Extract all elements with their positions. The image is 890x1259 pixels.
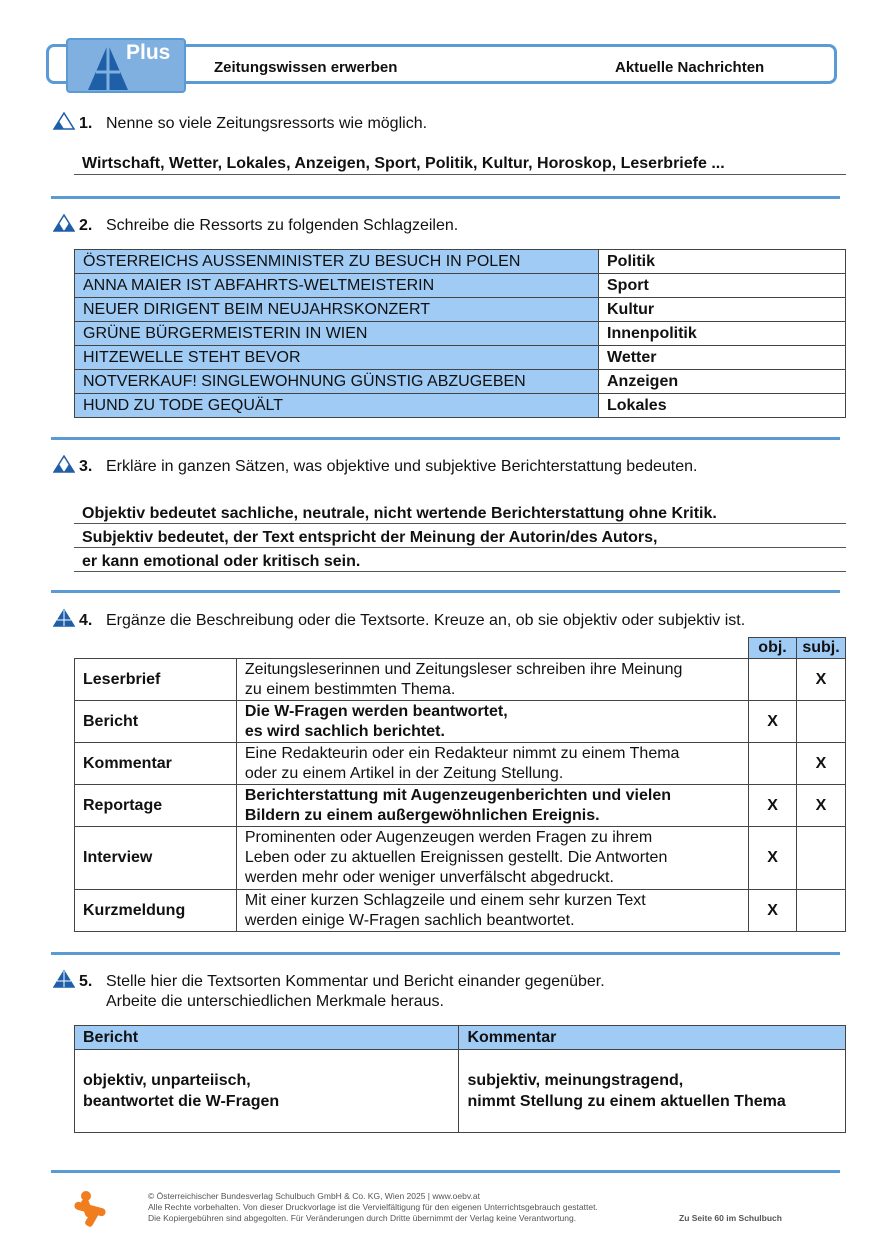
task-2-question: Schreibe die Ressorts zu folgenden Schlagzeilen.: [106, 217, 459, 234]
description-line: Mit einer kurzen Schlagzeile und einem sehr kurzen Text: [244, 891, 646, 909]
task-2-number: 2.: [79, 217, 93, 234]
page-reference: Zu Seite 60 im Schulbuch: [679, 1213, 782, 1223]
task-3-answer-line-2: Subjektiv bedeutet, der Text entspricht der Meinung der Autorin/des Autors,: [82, 529, 658, 546]
task-3-question: Erkläre in ganzen Sätzen, was objektive und subjektive Berichterstattung bedeuten.: [106, 458, 698, 475]
description-line: werden mehr oder weniger unverfälscht abgedruckt.: [244, 869, 614, 886]
task-1-question: Nenne so viele Zeitungsressorts wie möglich.: [106, 115, 428, 132]
objective-checkbox[interactable]: [749, 659, 797, 701]
text-type-row: [75, 827, 846, 890]
subjective-checkbox[interactable]: X: [797, 743, 846, 785]
objective-checkbox[interactable]: X: [749, 785, 797, 827]
subjective-checkbox[interactable]: [797, 701, 846, 743]
text-types-table: [74, 637, 846, 932]
difficulty-3-icon: [53, 970, 75, 988]
objective-checkbox[interactable]: X: [749, 701, 797, 743]
footer-copyright: [148, 1191, 598, 1224]
headline-row: [75, 298, 846, 322]
col-subj-header: subj.: [797, 638, 846, 659]
logo-text: Plus: [126, 41, 171, 64]
footer-line-2: Alle Rechte vorbehalten. Von dieser Druckvorlage ist die Vervielfältigung für den eigenen Unterrichtsgebrauch gestattet.: [148, 1202, 598, 1212]
bericht-line-2: beantwortet die W-Fragen: [83, 1093, 280, 1110]
text-type-row: [75, 659, 846, 701]
headline-cell: NOTVERKAUF! SINGLEWOHNUNG GÜNSTIG ABZUGEBEN: [75, 370, 599, 394]
task-4-question: Ergänze die Beschreibung oder die Textsorte. Kreuze an, ob sie objektiv oder subjektiv ist.: [106, 612, 746, 629]
text-type-row: [75, 743, 846, 785]
header-right-title: Aktuelle Nachrichten: [615, 59, 765, 76]
headlines-table: [74, 249, 846, 418]
subjective-checkbox[interactable]: [797, 890, 846, 932]
text-type-description: [236, 659, 748, 701]
task-3-number: 3.: [79, 458, 93, 475]
headline-row: [75, 346, 846, 370]
kommentar-header: Kommentar: [459, 1026, 846, 1050]
subjective-checkbox[interactable]: [797, 827, 846, 890]
ressort-cell: Sport: [599, 274, 846, 298]
answer-line: [74, 523, 846, 524]
text-type-name: Reportage: [75, 785, 237, 827]
ressort-cell: Anzeigen: [599, 370, 846, 394]
text-type-description: [236, 827, 748, 890]
description-line: oder zu einem Artikel in der Zeitung Stellung.: [244, 764, 564, 782]
description-line: zu einem bestimmten Thema.: [244, 680, 456, 698]
bericht-line-1: objektiv, unparteiisch,: [83, 1072, 251, 1089]
answer-line: [74, 571, 846, 572]
text-type-row: [75, 785, 846, 827]
text-type-name: Kurzmeldung: [75, 890, 237, 932]
text-type-name: Interview: [75, 827, 237, 890]
headline-row: [75, 370, 846, 394]
col-obj-header: obj.: [749, 638, 797, 659]
description-line: Prominenten oder Augenzeugen werden Fragen zu ihrem: [244, 829, 653, 846]
description-line: Eine Redakteurin oder ein Redakteur nimmt zu einem Thema: [244, 744, 680, 762]
objective-checkbox[interactable]: X: [749, 827, 797, 890]
text-type-name: Leserbrief: [75, 659, 237, 701]
ressort-cell: Politik: [599, 250, 846, 274]
task-5-number: 5.: [79, 973, 93, 990]
comparison-table: [74, 1025, 846, 1133]
description-line: Leben oder zu aktuellen Ereignissen gestellt. Die Antworten: [244, 849, 668, 866]
headline-cell: GRÜNE BÜRGERMEISTERIN IN WIEN: [75, 322, 599, 346]
text-type-description: [236, 743, 748, 785]
answer-line: [74, 547, 846, 548]
section-separator: [51, 196, 840, 199]
section-separator: [51, 437, 840, 440]
headline-row: [75, 322, 846, 346]
section-separator: [51, 952, 840, 955]
task-5-question-line-2: Arbeite die unterschiedlichen Merkmale heraus.: [106, 993, 444, 1010]
section-separator: [51, 1170, 840, 1173]
task-3-answer-line-1: Objektiv bedeutet sachliche, neutrale, nicht wertende Berichterstattung ohne Kritik.: [82, 505, 717, 522]
difficulty-3-icon: [53, 609, 75, 627]
headline-row: [75, 250, 846, 274]
footer-line-1: © Österreichischer Bundesverlag Schulbuch GmbH & Co. KG, Wien 2025 | www.oebv.at: [148, 1191, 480, 1201]
difficulty-1-icon: [53, 112, 75, 130]
text-type-description: [236, 701, 748, 743]
ressort-cell: Kultur: [599, 298, 846, 322]
description-line: werden einige W-Fragen sachlich beantwortet.: [244, 911, 575, 929]
task-1-number: 1.: [79, 115, 93, 132]
kommentar-line-1: subjektiv, meinungstragend,: [467, 1072, 684, 1089]
difficulty-2-icon: [53, 455, 75, 473]
description-line: Berichterstattung mit Augenzeugenberichten und vielen: [244, 786, 671, 804]
bericht-header: Bericht: [75, 1026, 459, 1050]
headline-cell: ÖSTERREICHS AUSSENMINISTER ZU BESUCH IN POLEN: [75, 250, 599, 274]
ressort-cell: Innenpolitik: [599, 322, 846, 346]
bericht-features: [75, 1050, 459, 1133]
task-5-question-line-1: Stelle hier die Textsorten Kommentar und Bericht einander gegenüber.: [106, 973, 605, 990]
text-type-row: [75, 701, 846, 743]
section-separator: [51, 590, 840, 593]
description-line: Zeitungsleserinnen und Zeitungsleser schreiben ihre Meinung: [244, 660, 683, 678]
description-line: es wird sachlich berichtet.: [244, 722, 445, 740]
ressort-cell: Lokales: [599, 394, 846, 418]
text-type-row: [75, 890, 846, 932]
subjective-checkbox[interactable]: X: [797, 659, 846, 701]
text-type-name: Bericht: [75, 701, 237, 743]
kommentar-line-2: nimmt Stellung zu einem aktuellen Thema: [467, 1093, 786, 1110]
headline-row: [75, 394, 846, 418]
publisher-logo-icon: [72, 1190, 110, 1228]
ressort-cell: Wetter: [599, 346, 846, 370]
objective-checkbox[interactable]: [749, 743, 797, 785]
difficulty-2-icon: [53, 214, 75, 232]
footer-line-3: Die Kopiergebühren sind abgegolten. Für Veränderungen durch Dritte übernimmt der Verlag keine Verantwortung.: [148, 1213, 577, 1223]
description-line: Bildern zu einem außergewöhnlichen Ereignis.: [244, 806, 600, 824]
headline-cell: NEUER DIRIGENT BEIM NEUJAHRSKONZERT: [75, 298, 599, 322]
description-line: Die W-Fragen werden beantwortet,: [244, 702, 508, 720]
header-left-title: Zeitungswissen erwerben: [214, 59, 398, 76]
subjective-checkbox[interactable]: X: [797, 785, 846, 827]
text-type-name: Kommentar: [75, 743, 237, 785]
headline-cell: HITZEWELLE STEHT BEVOR: [75, 346, 599, 370]
answer-line: [74, 174, 846, 175]
text-type-description: [236, 785, 748, 827]
task-3-answer-line-3: er kann emotional oder kritisch sein.: [82, 553, 361, 570]
kommentar-features: [459, 1050, 846, 1133]
text-type-description: [236, 890, 748, 932]
headline-cell: HUND ZU TODE GEQUÄLT: [75, 394, 599, 418]
headline-row: [75, 274, 846, 298]
headline-cell: ANNA MAIER IST ABFAHRTS-WELTMEISTERIN: [75, 274, 599, 298]
task-1-answer: Wirtschaft, Wetter, Lokales, Anzeigen, Sport, Politik, Kultur, Horoskop, Leserbriefe ...: [82, 155, 725, 172]
task-4-number: 4.: [79, 612, 93, 629]
objective-checkbox[interactable]: X: [749, 890, 797, 932]
